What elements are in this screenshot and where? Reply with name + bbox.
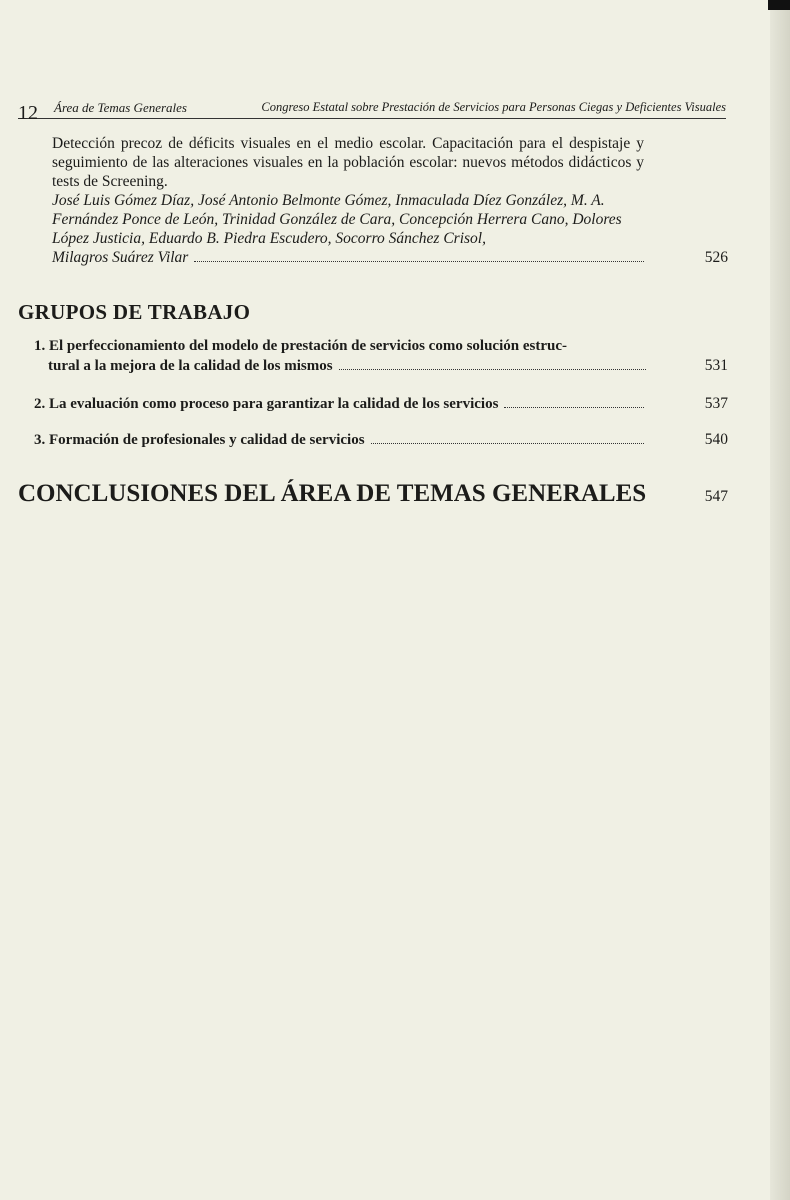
running-header [18,98,726,124]
grupo-number: 1. [34,338,46,354]
page-number: 12 [18,102,38,124]
grupo-number: 2. [34,396,46,412]
dot-leader [194,260,644,262]
grupo-page: 537 [704,395,728,412]
dot-leader [504,406,644,408]
grupo-item-1 [34,336,728,376]
grupos-heading: GRUPOS DE TRABAJO [18,300,251,324]
dot-leader [371,442,644,444]
grupo-page: 531 [704,357,728,374]
congress-title: Congreso Estatal sobre Prestación de Servicios para Personas Ciegas y Deficientes Visuales [261,100,726,114]
conclusiones-entry [18,480,728,508]
entry-page: 526 [704,249,728,266]
conclusiones-heading: CONCLUSIONES DEL ÁREA DE TEMAS GENERALES [18,480,647,507]
grupo-number: 3. [34,432,46,448]
conclusiones-page: 547 [704,488,728,505]
grupo-item-3 [34,430,728,450]
grupo-text: La evaluación como proceso para garantizar la calidad de los servicios [49,396,499,412]
entry-authors: José Luis Gómez Díaz, José Antonio Belmonte Gómez, Inmaculada Díez González, M. A. Fernández Ponce de León, Trinidad González de Cara, Concepción Herrera Cano, Dolores López Justicia, Eduardo B. Piedra Escudero, Socorro Sánchez Crisol, [52,192,622,247]
grupo-text-line2: tural a la mejora de la calidad de los mismos [48,358,333,374]
entry-last-author: Milagros Suárez Vilar [52,249,189,266]
page-edge [770,0,790,1200]
entry-last-line [52,248,728,267]
grupo-page: 540 [704,431,728,448]
corner-mark [768,0,790,10]
dot-leader [339,368,646,370]
toc-entry-deteccion [52,134,728,267]
entry-title: Detección precoz de déficits visuales en el medio escolar. Capacitación para el despistaje y seguimiento de las alteraciones visuales en la población escolar: nuevos métodos didácticos y tests de Screening. [52,135,644,190]
grupo-text-line1: El perfeccionamiento del modelo de prestación de servicios como solución estruc- [49,338,567,354]
grupo-item-2 [34,394,728,414]
grupo-text: Formación de profesionales y calidad de servicios [49,432,365,448]
area-title: Área de Temas Generales [54,100,187,115]
